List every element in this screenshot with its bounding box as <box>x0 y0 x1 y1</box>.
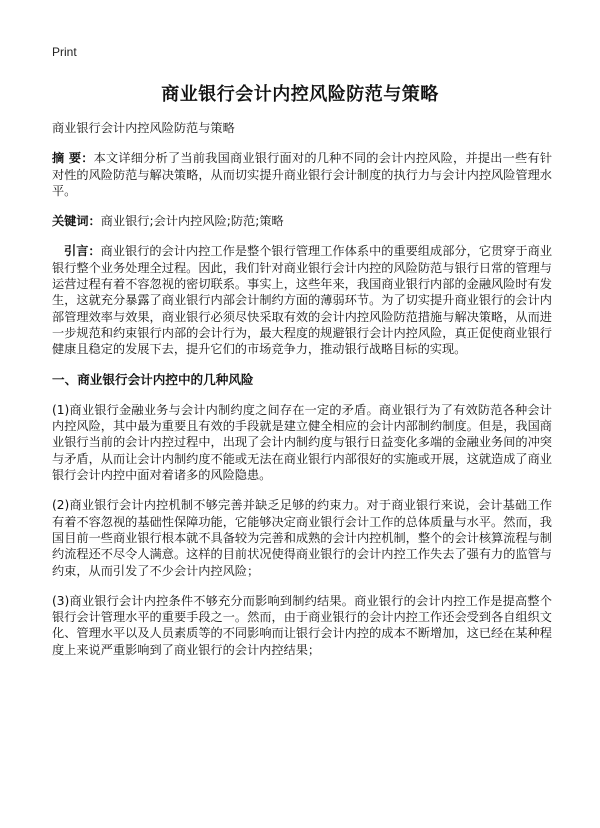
introduction-label: 引言： <box>64 244 101 259</box>
abstract-text: 本文详细分析了当前我国商业银行面对的几种不同的会计内控风险，并提出一些有针对性的风险防范与解决策略，从而切实提升商业银行会计制度的执行力与会计内控风险管理水平。 <box>52 151 553 198</box>
risk-item-3: (3)商业银行会计内控条件不够充分而影响到制约结果。商业银行的会计内控工作是提高整个银行会计管理水平的重要手段之一。然而，由于商业银行的会计内控工作还会受到各自组织文化、管理水平以及人员素质等的不同影响而让银行会计内控的成本不断增加，这已经在某种程度上来说严重影响到了商业银行的会计内控结果； <box>52 593 552 657</box>
abstract-paragraph <box>52 150 552 199</box>
keywords-text: 商业银行;会计内控风险;防范;策略 <box>100 214 284 229</box>
section-heading: 一、商业银行会计内控中的几种风险 <box>52 371 254 387</box>
page-title: 商业银行会计内控风险防范与策略 <box>161 84 439 105</box>
print-label[interactable]: Print <box>52 45 77 59</box>
risk-item-1: (1)商业银行金融业务与会计内制约度之间存在一定的矛盾。商业银行为了有效防范各种会计内控风险，其中最为重要且有效的手段就是建立健全相应的会计内部制约制度。但是，我国商业银行当前的会计内控过程中，出现了会计内制约度与银行日益变化多端的金融业务间的冲突与矛盾，从而让会计内制约度不能或无法在商业银行内部很好的实施或开展，这就造成了商业银行会计内控中面对着诸多的风险隐患。 <box>52 402 552 483</box>
document-subtitle: 商业银行会计内控风险防范与策略 <box>52 121 235 135</box>
keywords-paragraph <box>52 213 552 229</box>
introduction-paragraph <box>52 243 552 357</box>
abstract-label: 摘 要： <box>52 151 94 166</box>
keywords-label: 关键词： <box>52 214 101 229</box>
introduction-text: 商业银行的会计内控工作是整个银行管理工作体系中的重要组成部分，它贯穿于商业银行整个业务处理全过程。因此，我们针对商业银行会计内控的风险防范与银行日常的管理与运营过程有着不容忽视的密切联系。事实上，这些年来，我国商业银行内部的金融风险时有发生，这就充分暴露了商业银行内部会计制约方面的薄弱环节。为了切实提升商业银行的会计内部管理效率与效果，商业银行必须尽快采取有效的会计内控风险防范措施与解决策略，从而进一步规范和约束银行内部的会计行为，最大程度的规避银行会计内控风险，真正促使商业银行健康且稳定的发展下去，提升它们的市场竞争力，推动银行战略目标的实现。 <box>52 244 553 357</box>
document-body <box>52 120 552 672</box>
risk-item-2: (2)商业银行会计内控机制不够完善并缺乏足够的约束力。对于商业银行来说，会计基础工作有着不容忽视的基础性保障功能，它能够决定商业银行会计工作的总体质量与水平。然而，我国目前一些商业银行根本就不具备较为完善和成熟的会计内控机制，整个的会计核算流程与制约流程还不尽令人满意。这样的目前状况使得商业银行的会计内控工作失去了强有力的监管与约束，从而引发了不少会计内控风险； <box>52 498 552 578</box>
